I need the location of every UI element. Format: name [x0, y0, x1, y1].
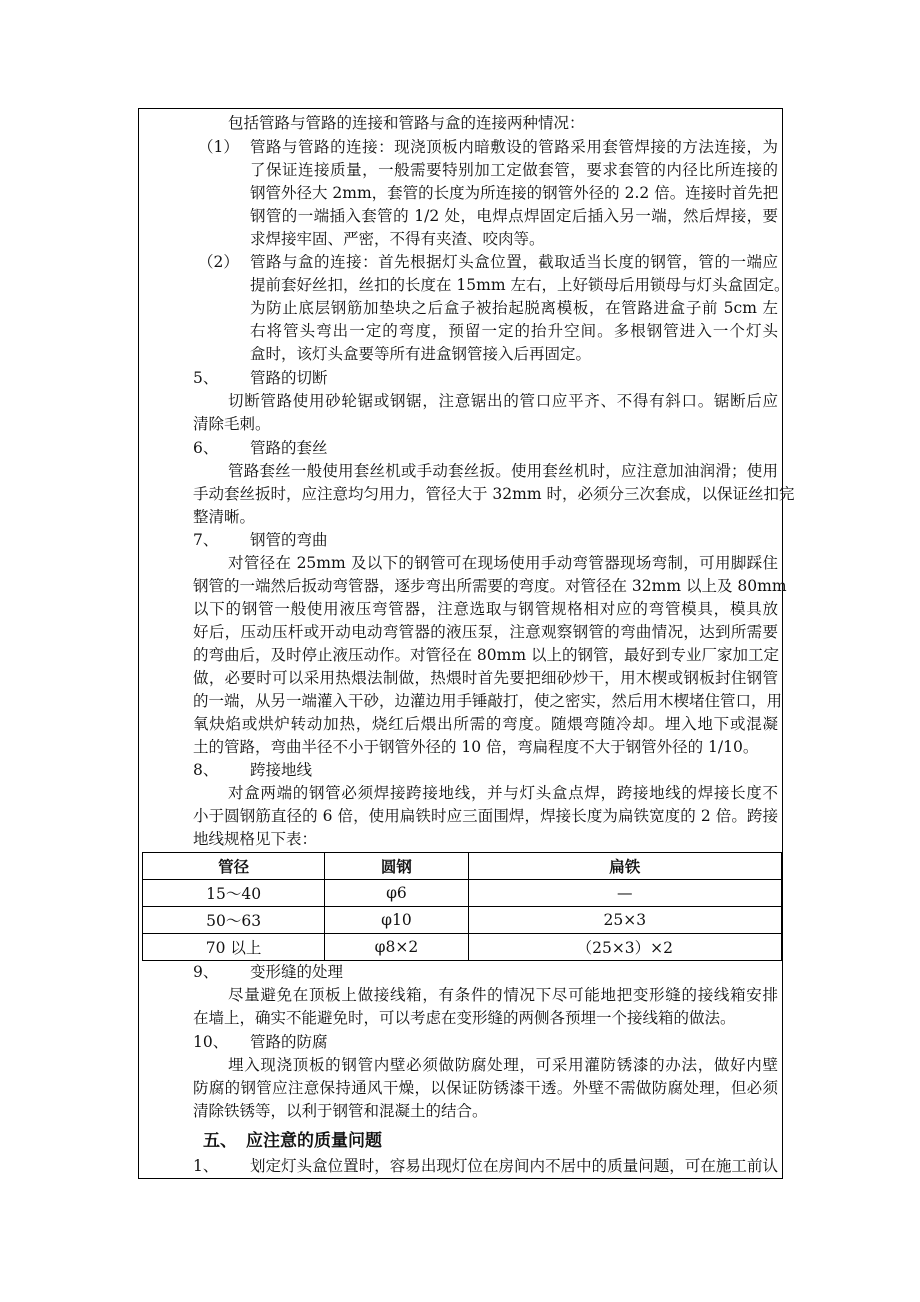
- table-cell: 50～63: [143, 907, 325, 934]
- s6-title: 管路的套丝: [250, 439, 328, 457]
- item1-number: （1）: [198, 138, 239, 156]
- item1-line: 了保证连接质量，一般需要特别加工定做套管，要求套管的内径比所连接的: [250, 161, 778, 179]
- q1-number: 1、: [193, 1157, 219, 1175]
- s6-line: 管路套丝一般使用套丝机或手动套丝扳。使用套丝机时，应注意加油润滑；使用: [228, 462, 778, 480]
- s7-line: 以下的钢管一般使用液压弯管器，注意选取与钢管规格相对应的弯管模具，模具放: [193, 600, 778, 618]
- s8-number: 8、: [193, 761, 219, 779]
- table-header-row: [143, 853, 782, 880]
- item1-line: 钢管外径大 2mm，套管的长度为所连接的钢管外径的 2.2 倍。连接时首先把: [250, 184, 779, 202]
- s7-line: 氧炔焰或烘炉转动加热，烧红后煨出所需的弯度。随煨弯随冷却。埋入地下或混凝: [193, 715, 778, 733]
- s9-number: 9、: [193, 963, 219, 981]
- table-cell: —: [468, 880, 781, 907]
- item2-line: 为防止底层钢筋加垫块之后盒子被抬起脱离模板，在管路进盒子前 5cm 左: [250, 299, 778, 317]
- table-row: [143, 880, 782, 907]
- item2-number: （2）: [198, 253, 239, 271]
- section-5-title: 应注意的质量问题: [246, 1131, 382, 1151]
- table-cell: 15～40: [143, 880, 325, 907]
- item1-line: 钢管的一端插入套管的 1/2 处，电焊点焊固定后插入另一端，然后焊接，要: [250, 207, 778, 225]
- table-cell: 25×3: [468, 907, 781, 934]
- table-header-cell: 圆钢: [325, 853, 468, 880]
- s7-number: 7、: [193, 531, 219, 549]
- s6-number: 6、: [193, 439, 219, 457]
- s9-line: 尽量避免在顶板上做接线箱，有条件的情况下尽可能地把变形缝的接线箱安排: [228, 986, 778, 1004]
- ground-wire-spec-table: [142, 852, 782, 961]
- table-cell: φ8×2: [325, 934, 468, 961]
- s7-line: 对管径在 25mm 及以下的钢管可在现场使用手动弯管器现场弯制，可用脚踩住: [228, 554, 778, 572]
- item2-line: 提前套好丝扣，丝扣的长度在 15mm 左右，上好锁母后用锁母与灯头盒固定。: [250, 276, 790, 294]
- s5-line: 切断管路使用砂轮锯或钢锯，注意锯出的管口应平齐、不得有斜口。锯断后应: [228, 392, 778, 410]
- section-5-number: 五、: [203, 1131, 237, 1151]
- table-cell: φ10: [325, 907, 468, 934]
- s7-line: 的弯曲后，及时停止液压动作。对管径在 80mm 以上的钢管，最好到专业厂家加工定: [193, 646, 779, 664]
- s10-title: 管路的防腐: [250, 1033, 328, 1051]
- s10-line: 清除铁锈等，以利于钢管和混凝土的结合。: [193, 1102, 488, 1120]
- s7-title: 钢管的弯曲: [250, 531, 328, 549]
- s5-number: 5、: [193, 369, 219, 387]
- s10-line: 埋入现浇顶板的钢管内壁必须做防腐处理，可采用灌防锈漆的办法，做好内壁: [228, 1056, 778, 1074]
- item2-line: 右将管头弯出一定的弯度，预留一定的抬升空间。多根钢管进入一个灯头: [250, 322, 778, 340]
- s6-line: 手动套丝扳时，应注意均匀用力，管径大于 32mm 时，必须分三次套成，以保证丝扣完: [193, 485, 795, 503]
- s5-title: 管路的切断: [250, 369, 328, 387]
- s5-line: 清除毛刺。: [193, 415, 271, 433]
- s7-line: 好后，压动压杆或开动电动弯管器的液压泵，注意观察钢管的弯曲情况，达到所需要: [193, 623, 778, 641]
- s8-line: 小于圆钢筋直径的 6 倍，使用扁铁时应三面围焊，焊接长度为扁铁宽度的 2 倍。跨接: [193, 807, 778, 825]
- table-cell: （25×3）×2: [468, 934, 781, 961]
- table-row: [143, 934, 782, 961]
- item1-line: 求焊接牢固、严密，不得有夹渣、咬肉等。: [250, 230, 545, 248]
- s8-line: 对盒两端的钢管必须焊接跨接地线，并与灯头盒点焊，跨接地线的焊接长度不: [228, 784, 778, 802]
- s10-line: 防腐的钢管应注意保持通风干燥，以保证防锈漆干透。外壁不需做防腐处理，但必须: [193, 1079, 778, 1097]
- s9-line: 在墙上，确实不能避免时，可以考虑在变形缝的两侧各预埋一个接线箱的做法。: [193, 1009, 736, 1027]
- item2-line: 盒时，该灯头盒要等所有进盒钢管接入后再固定。: [250, 345, 592, 363]
- intro-text: 包括管路与管路的连接和管路与盒的连接两种情况：: [228, 114, 585, 132]
- s8-line: 地线规格见下表：: [193, 830, 318, 848]
- table-header-cell: 管径: [143, 853, 325, 880]
- s9-title: 变形缝的处理: [250, 963, 344, 981]
- s8-title: 跨接地线: [250, 761, 313, 779]
- table-row: [143, 907, 782, 934]
- table-cell: φ6: [325, 880, 468, 907]
- s6-line: 整清晰。: [193, 508, 256, 526]
- table-cell: 70 以上: [143, 934, 325, 961]
- item2-line: 管路与盒的连接：首先根据灯头盒位置，截取适当长度的钢管，管的一端应: [250, 253, 778, 271]
- s7-line: 土的管路，弯曲半径不小于钢管外径的 10 倍，弯扁程度不大于钢管外径的 1/10。: [193, 738, 759, 756]
- s7-line: 的一端，从另一端灌入干砂，边灌边用手锤敲打，使之密实，然后用木楔堵住管口，用: [193, 692, 783, 710]
- s7-line: 钢管的一端然后扳动弯管器，逐步弯出所需要的弯度。对管径在 32mm 以上及 80mm: [193, 577, 787, 595]
- table-header-cell: 扁铁: [468, 853, 781, 880]
- s10-number: 10、: [193, 1033, 229, 1051]
- item1-line: 管路与管路的连接：现浇顶板内暗敷设的管路采用套管焊接的方法连接，为: [250, 138, 778, 156]
- s7-line: 做，必要时可以采用热煨法制做，热煨时首先要把细砂炒干，用木楔或钢板封住钢管: [193, 669, 778, 687]
- q1-line: 划定灯头盒位置时，容易出现灯位在房间内不居中的质量问题，可在施工前认: [250, 1157, 778, 1175]
